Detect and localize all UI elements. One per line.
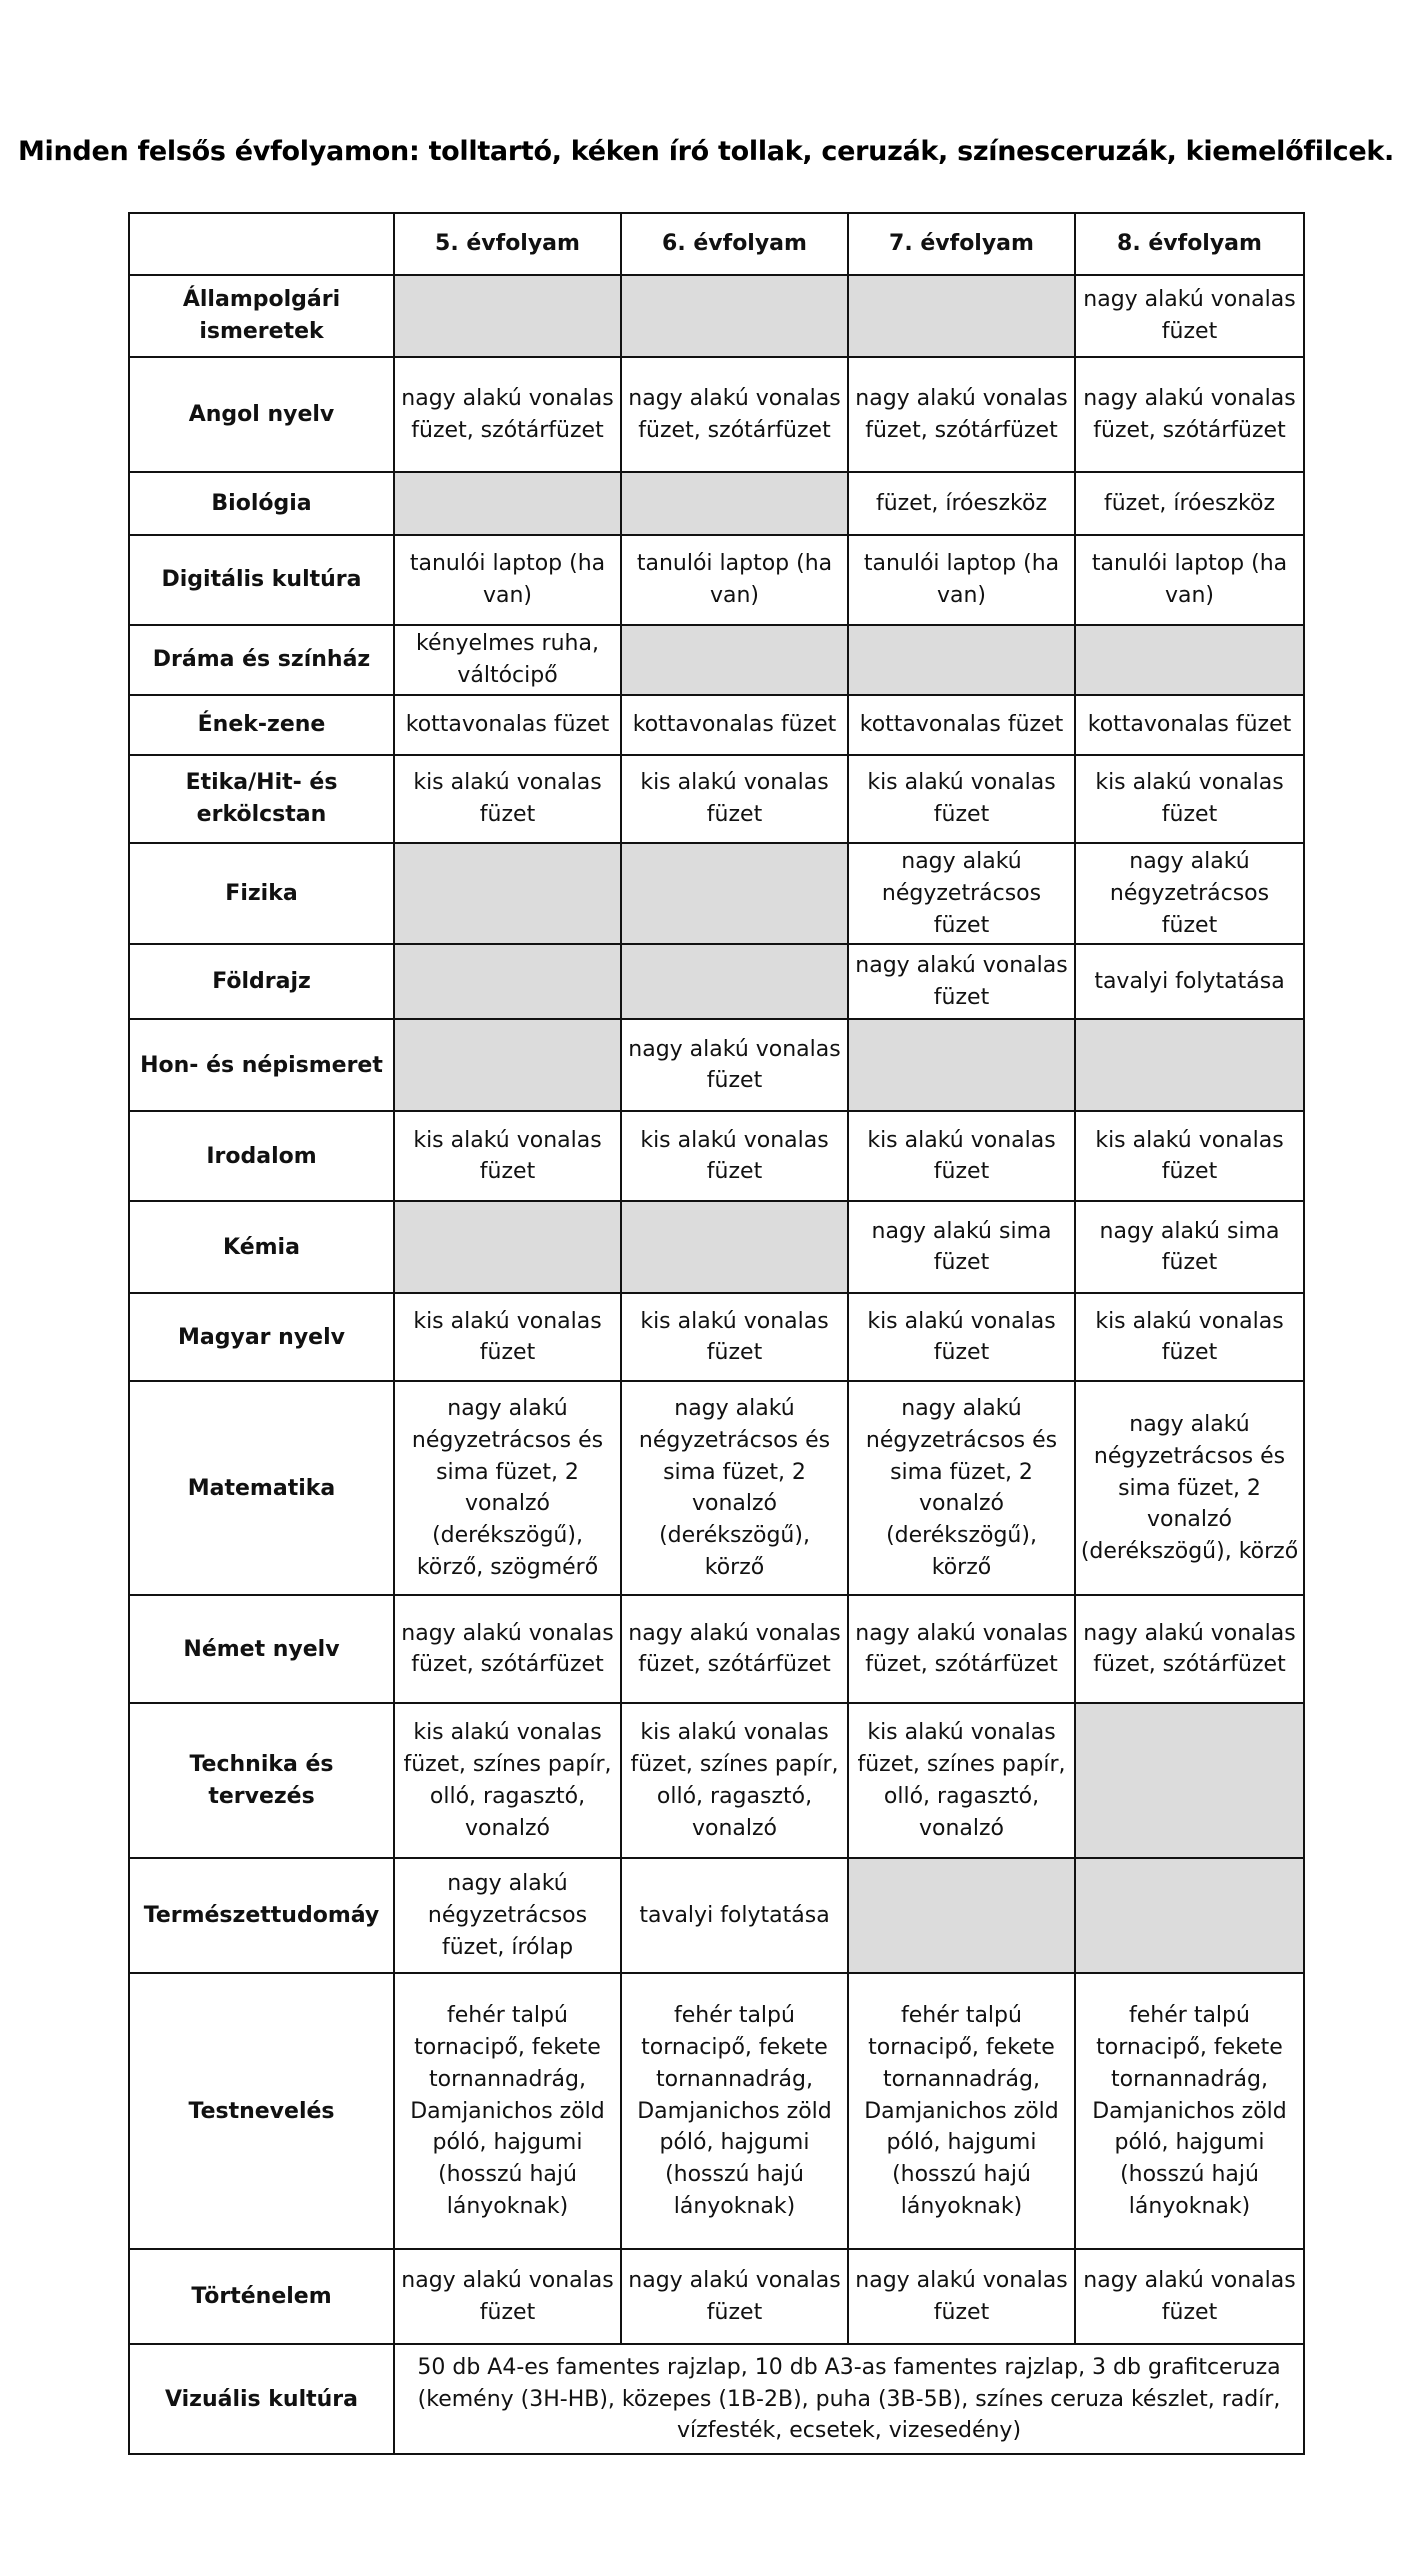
subject-cell: Dráma és színház [129,625,394,695]
table-row [129,1858,1304,1973]
empty-cell [1075,1703,1304,1858]
supply-cell: kis alakú vonalas füzet [848,1111,1075,1201]
subject-cell: Földrajz [129,944,394,1019]
empty-cell [394,843,621,945]
table-row [129,357,1304,472]
supply-cell: nagy alakú vonalas füzet [621,1019,848,1111]
supply-cell: nagy alakú vonalas füzet, szótárfüzet [621,1595,848,1703]
supply-cell: kényelmes ruha, váltócipő [394,625,621,695]
supply-cell: kis alakú vonalas füzet [1075,1111,1304,1201]
supply-cell: nagy alakú sima füzet [1075,1201,1304,1293]
supply-cell: tanulói laptop (ha van) [848,535,1075,625]
supply-cell: tavalyi folytatása [1075,944,1304,1019]
supply-cell: nagy alakú négyzetrácsos és sima füzet, 2 vonalzó (derékszögű), körző [848,1381,1075,1595]
grade-header: 5. évfolyam [394,213,621,275]
subject-cell: Történelem [129,2249,394,2344]
subject-cell: Fizika [129,843,394,945]
supply-cell: nagy alakú vonalas füzet, szótárfüzet [848,1595,1075,1703]
grade-header: 7. évfolyam [848,213,1075,275]
table-row [129,1381,1304,1595]
subject-cell: Biológia [129,472,394,535]
table-row [129,755,1304,843]
supply-cell: nagy alakú vonalas füzet, szótárfüzet [394,1595,621,1703]
empty-cell [848,275,1075,357]
subject-cell: Digitális kultúra [129,535,394,625]
supply-cell: füzet, íróeszköz [1075,472,1304,535]
table-row [129,1595,1304,1703]
supply-cell: fehér talpú tornacipő, fekete tornannadrág, Damjanichos zöld póló, hajgumi (hosszú hajú lányoknak) [621,1973,848,2249]
supply-cell: nagy alakú sima füzet [848,1201,1075,1293]
supply-cell: nagy alakú vonalas füzet [394,2249,621,2344]
grade-header: 8. évfolyam [1075,213,1304,275]
supply-cell: nagy alakú vonalas füzet [1075,2249,1304,2344]
empty-cell [848,1019,1075,1111]
table-row [129,1111,1304,1201]
supply-cell: nagy alakú négyzetrácsos füzet [848,843,1075,945]
empty-cell [394,472,621,535]
supply-cell: kis alakú vonalas füzet [621,1111,848,1201]
supply-cell: nagy alakú vonalas füzet [848,2249,1075,2344]
subject-cell: Technika és tervezés [129,1703,394,1858]
supply-cell: nagy alakú vonalas füzet, szótárfüzet [621,357,848,472]
supply-cell: nagy alakú vonalas füzet, szótárfüzet [1075,357,1304,472]
empty-cell [621,625,848,695]
supply-cell: nagy alakú vonalas füzet, szótárfüzet [848,357,1075,472]
subject-cell: Magyar nyelv [129,1293,394,1381]
supply-cell: kis alakú vonalas füzet [621,1293,848,1381]
empty-cell [394,1019,621,1111]
header-row [129,213,1304,275]
empty-cell [1075,1019,1304,1111]
empty-cell [848,625,1075,695]
supply-cell: kis alakú vonalas füzet [394,1111,621,1201]
table-row [129,472,1304,535]
supply-cell: kis alakú vonalas füzet [394,1293,621,1381]
supply-cell: nagy alakú négyzetrácsos és sima füzet, 2 vonalzó (derékszögű), körző, szögmérő [394,1381,621,1595]
supply-cell: kis alakú vonalas füzet, színes papír, olló, ragasztó, vonalzó [848,1703,1075,1858]
empty-cell [621,843,848,945]
supply-cell: kottavonalas füzet [394,695,621,755]
supply-cell: tanulói laptop (ha van) [1075,535,1304,625]
supply-cell: kottavonalas füzet [1075,695,1304,755]
table-row [129,275,1304,357]
subject-cell: Vizuális kultúra [129,2344,394,2454]
subject-cell: Testnevelés [129,1973,394,2249]
supply-cell: kis alakú vonalas füzet [394,755,621,843]
supply-cell: kis alakú vonalas füzet [848,755,1075,843]
supply-cell: nagy alakú vonalas füzet [1075,275,1304,357]
empty-cell [394,1201,621,1293]
table-row [129,944,1304,1019]
empty-cell [1075,625,1304,695]
table-row [129,695,1304,755]
supply-cell: kis alakú vonalas füzet, színes papír, olló, ragasztó, vonalzó [394,1703,621,1858]
table-row [129,535,1304,625]
subject-cell: Irodalom [129,1111,394,1201]
empty-cell [621,472,848,535]
supply-cell: nagy alakú vonalas füzet [621,2249,848,2344]
page-title: Minden felsős évfolyamon: tolltartó, kéken író tollak, ceruzák, színesceruzák, kiemelőfilcek. [17,136,1395,167]
supply-cell: kis alakú vonalas füzet [621,755,848,843]
empty-cell [1075,1858,1304,1973]
table-row [129,625,1304,695]
supplies-table [128,212,1305,2455]
empty-cell [621,275,848,357]
empty-cell [394,944,621,1019]
supply-cell: nagy alakú négyzetrácsos és sima füzet, 2 vonalzó (derékszögű), körző [621,1381,848,1595]
supply-cell: kottavonalas füzet [621,695,848,755]
supply-cell: füzet, íróeszköz [848,472,1075,535]
table-row [129,843,1304,945]
grade-header: 6. évfolyam [621,213,848,275]
supply-cell: kis alakú vonalas füzet, színes papír, olló, ragasztó, vonalzó [621,1703,848,1858]
supply-cell: kis alakú vonalas füzet [1075,1293,1304,1381]
supply-cell: fehér talpú tornacipő, fekete tornannadrág, Damjanichos zöld póló, hajgumi (hosszú hajú lányoknak) [394,1973,621,2249]
supply-cell: nagy alakú vonalas füzet, szótárfüzet [394,357,621,472]
supply-cell: nagy alakú négyzetrácsos és sima füzet, 2 vonalzó (derékszögű), körző [1075,1381,1304,1595]
supply-cell: tanulói laptop (ha van) [621,535,848,625]
corner-cell [129,213,394,275]
table-row [129,1973,1304,2249]
supply-cell: kis alakú vonalas füzet [848,1293,1075,1381]
table-row [129,1019,1304,1111]
supply-cell: kottavonalas füzet [848,695,1075,755]
table-row [129,1703,1304,1858]
table-row [129,1201,1304,1293]
subject-cell: Német nyelv [129,1595,394,1703]
subject-cell: Matematika [129,1381,394,1595]
subject-cell: Természettudomáy [129,1858,394,1973]
visual-supplies-cell: 50 db A4-es famentes rajzlap, 10 db A3-as famentes rajzlap, 3 db grafitceruza (kemény (3H-HB), közepes (1B-2B), puha (3B-5B), színes ceruza készlet, radír, vízfesték, ecsetek, vizesedény) [394,2344,1304,2454]
empty-cell [621,944,848,1019]
supply-cell: nagy alakú négyzetrácsos füzet [1075,843,1304,945]
subject-cell: Állampolgári ismeretek [129,275,394,357]
supply-cell: nagy alakú vonalas füzet, szótárfüzet [1075,1595,1304,1703]
table-row [129,2249,1304,2344]
supply-cell: tanulói laptop (ha van) [394,535,621,625]
table-row [129,2344,1304,2454]
subject-cell: Ének-zene [129,695,394,755]
table-row [129,1293,1304,1381]
supply-cell: nagy alakú négyzetrácsos füzet, írólap [394,1858,621,1973]
subject-cell: Kémia [129,1201,394,1293]
empty-cell [621,1201,848,1293]
supply-cell: kis alakú vonalas füzet [1075,755,1304,843]
supply-cell: fehér talpú tornacipő, fekete tornannadrág, Damjanichos zöld póló, hajgumi (hosszú hajú lányoknak) [848,1973,1075,2249]
supply-cell: fehér talpú tornacipő, fekete tornannadrág, Damjanichos zöld póló, hajgumi (hosszú hajú lányoknak) [1075,1973,1304,2249]
empty-cell [848,1858,1075,1973]
supply-cell: nagy alakú vonalas füzet [848,944,1075,1019]
supply-cell: tavalyi folytatása [621,1858,848,1973]
empty-cell [394,275,621,357]
subject-cell: Hon- és népismeret [129,1019,394,1111]
subject-cell: Angol nyelv [129,357,394,472]
subject-cell: Etika/Hit- és erkölcstan [129,755,394,843]
